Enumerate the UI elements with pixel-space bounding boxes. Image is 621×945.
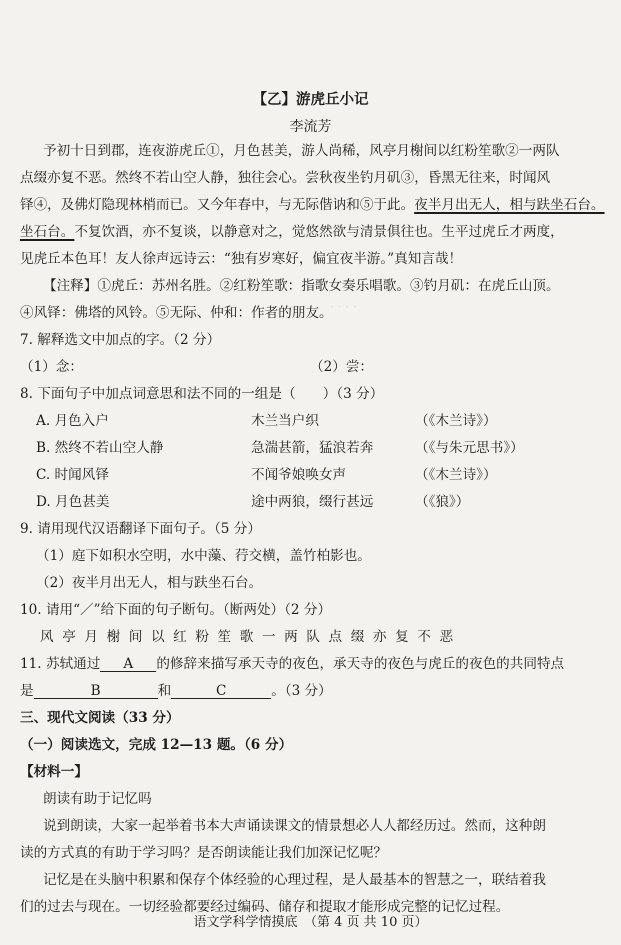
q8-option-c-source: （《木兰诗》） [415, 467, 497, 483]
passage-line-1: 予初十日到郡，连夜游虎丘①，月色甚美，游人尚稀，风亭月榭间以红粉笙歌②一两队 [43, 143, 560, 159]
passage-line-4-text: 不复饮酒，亦不复谈，以静意对之，觉悠然欲与清景俱往也。生平过虎丘才两度， [74, 224, 564, 240]
passage-line-3-text: 铎④，及佛灯隐现林梢而已。又今年春中，与无际偕讷和⑤于此。 [20, 197, 415, 213]
q11-line-2 [20, 682, 332, 700]
q7-item-2: （2）尝： [310, 359, 374, 375]
q9-stem: 9. 请用现代汉语翻译下面句子。（5 分） [20, 521, 261, 537]
q8-option-b-source: （《与朱元思书》） [415, 440, 524, 456]
material-1-label: 【材料一】 [20, 764, 88, 780]
q11-text-4: 和 [157, 683, 172, 699]
q8-option-a: A. 月色入户 [36, 413, 109, 429]
q10-sentence: 风亭月榭间以红粉笙歌一两队点缀亦复不恶 [40, 629, 462, 645]
passage-title: 【乙】游虎丘小记 [252, 91, 369, 108]
notes-line-1: 【注释】①虎丘：苏州名胜。②红粉笙歌：指歌女奏乐唱歌。③钓月矶：在虎丘山顶。 [43, 278, 560, 294]
article-line-1: 说到朗读，大家一起举着书本大声诵读课文的情景想必人人都经历过。然而，这种朗 [43, 818, 546, 834]
bleed-through-text: · · · · [330, 300, 357, 314]
q8-option-a-compare: 木兰当户织 [251, 413, 319, 429]
underlined-sentence-part2: 坐石台。 [20, 224, 75, 240]
subsection-1-heading: （一）阅读选文，完成 12—13 题。（6 分） [20, 737, 293, 753]
q8-option-b-compare: 急湍甚箭，猛浪若奔 [251, 440, 374, 456]
q8-option-c-compare: 不闻爷娘唤女声 [251, 467, 347, 483]
article-line-2: 读的方式真的有助于学习吗？是否朗读能让我们加深记忆呢？ [20, 845, 388, 861]
q11-blank-a[interactable]: A [100, 655, 156, 672]
q11-blank-b[interactable]: B [34, 682, 158, 699]
q7-stem: 7. 解释选文中加点的字。（2 分） [20, 332, 221, 348]
article-line-3: 记忆是在头脑中积累和保存个体经验的心理过程，是人最基本的智慧之一，联结着我 [43, 872, 546, 888]
q8-option-c: C. 时闻风铎 [36, 467, 109, 483]
q8-option-d: D. 月色甚美 [36, 494, 110, 510]
passage-author: 李流芳 [289, 119, 332, 135]
q11-line-1 [20, 655, 564, 673]
q9-item-1: （1）庭下如积水空明，水中藻、荇交横，盖竹柏影也。 [36, 548, 371, 564]
q10-stem: 10. 请用“／”给下面的句子断句。（断两处）（2 分） [20, 602, 332, 618]
underlined-sentence-part1: 夜半月出无人，相与趺坐石台。 [414, 197, 605, 213]
notes-line-2: ④风铎：佛塔的风铃。⑤无际、仲和：作者的朋友。 [20, 305, 333, 321]
article-line-4: 们的过去与现在。一切经验都要经过编码、储存和提取才能形成完整的记忆过程。 [20, 899, 510, 915]
q11-text-2: 的修辞来描写承天寺的夜色，承天寺的夜色与虎丘的夜色的共同特点 [156, 656, 565, 672]
article-title: 朗读有助于记忆吗 [43, 791, 152, 807]
q9-item-2: （2）夜半月出无人，相与趺坐石台。 [36, 575, 263, 591]
q11-text-1: 11. 苏轼通过 [20, 656, 101, 672]
q8-option-a-source: （《木兰诗》） [415, 413, 497, 429]
passage-line-2: 点缀亦复不恶。然终不若山空人静，独往会心。尝秋夜坐钓月矶③，昏黑无往来，时闻风 [20, 170, 551, 186]
q8-option-b: B. 然终不若山空人静 [36, 440, 164, 456]
passage-line-4 [20, 223, 564, 241]
q8-stem: 8. 下面句子中加点词意思和法不同的一组是（ ）（3 分） [20, 386, 384, 402]
q11-text-3: 是 [20, 683, 34, 699]
passage-line-5: 见虎丘本色耳！友人徐声远诗云：“独有岁寒好，偏宜夜半游。”真知言哉！ [20, 251, 463, 267]
q11-text-5: 。（3 分） [271, 683, 332, 699]
passage-line-3 [20, 196, 605, 214]
q8-option-d-source: （《狼》） [415, 494, 470, 510]
page-footer: 语文学科学情摸底 （第 4 页 共 10 页） [193, 915, 428, 930]
q7-item-1: （1）念： [20, 359, 84, 375]
q8-option-d-compare: 途中两狼，缀行甚远 [251, 494, 374, 510]
q11-blank-c[interactable]: C [171, 682, 271, 699]
section-3-heading: 三、现代文阅读（33 分） [20, 710, 180, 726]
